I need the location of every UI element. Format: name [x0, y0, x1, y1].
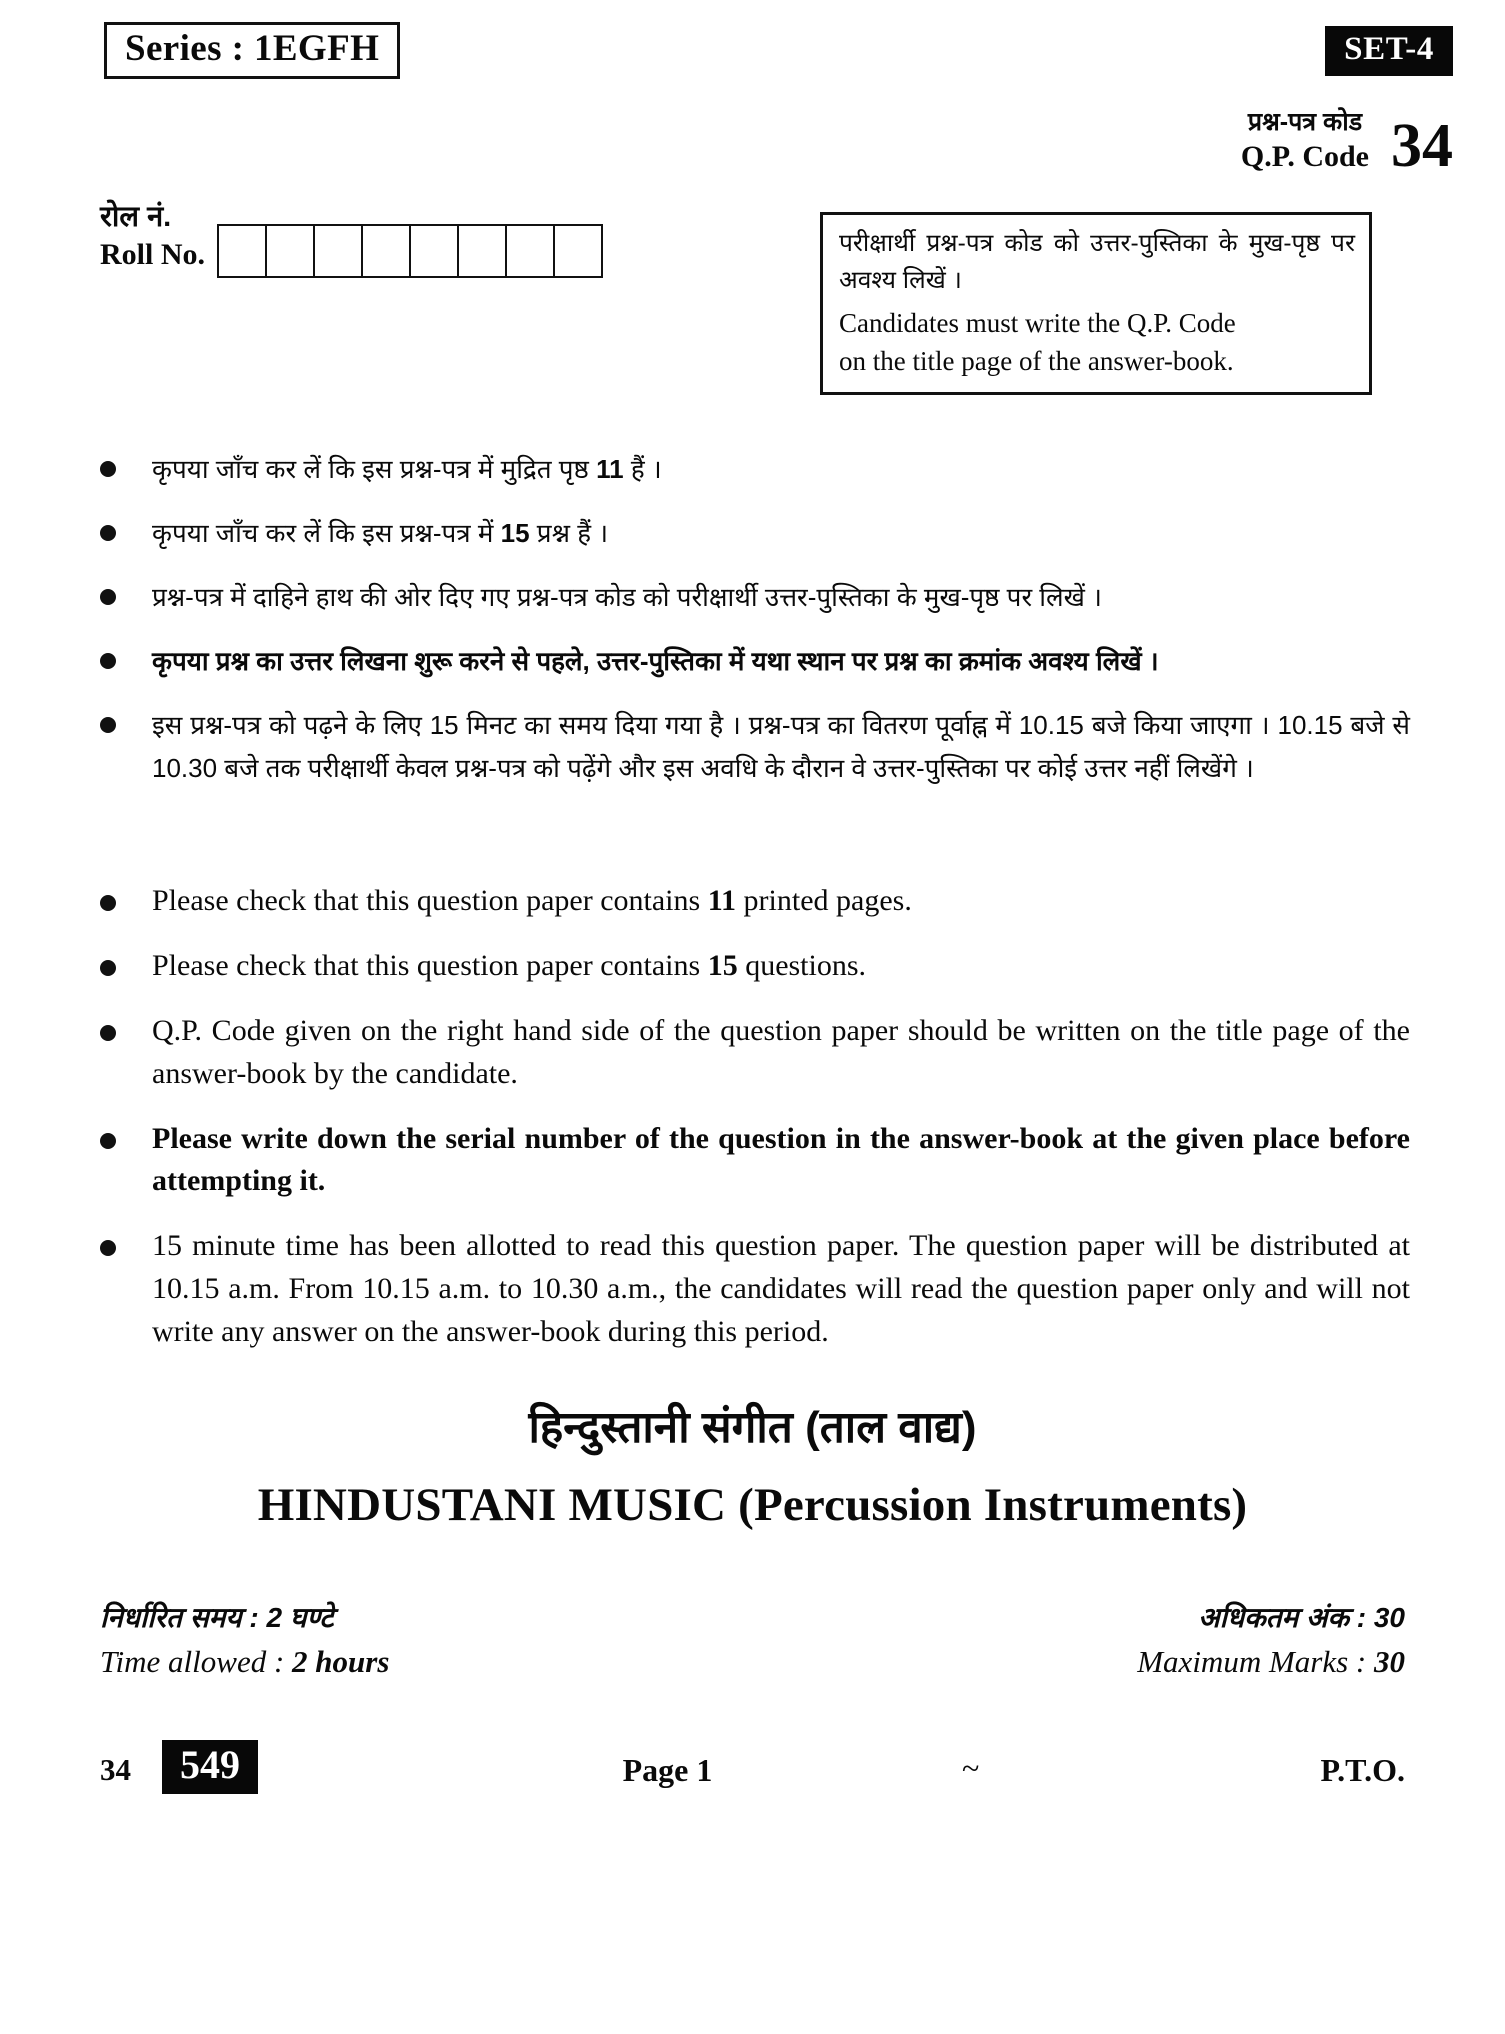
note-text-english-line1: Candidates must write the Q.P. Code	[839, 308, 1236, 339]
instruction-text: 15 minute time has been allotted to read this question paper. The question paper will be distributed at 10.15 a.m. From 10.15 a.m. to 10.30 a.m., the candidates will read the question paper only and will not write any answer on the answer-book during this period.	[152, 1229, 1410, 1349]
instruction-bullet	[100, 704, 1410, 788]
instruction-text: कृपया जाँच कर लें कि इस प्रश्न-पत्र में मुद्रित पृष्ठ 11 हैं ।	[152, 454, 662, 484]
subject-title-english: HINDUSTANI MUSIC (Percussion Instruments)	[257, 1479, 1248, 1531]
roll-no-cell[interactable]	[315, 226, 363, 276]
roll-no-input-boxes[interactable]	[217, 224, 603, 278]
instruction-bullet	[100, 1118, 1410, 1204]
roll-no-label-english: Roll No.	[100, 237, 205, 271]
instruction-bullet	[100, 576, 1410, 618]
bullet-dot-icon	[100, 1240, 116, 1256]
instruction-text: कृपया प्रश्न का उत्तर लिखना शुरू करने से पहले, उत्तर-पुस्तिका में यथा स्थान पर प्रश्न का क्रमांक अवश्य लिखें ।	[152, 646, 1159, 677]
note-text-english	[839, 305, 1355, 380]
subject-title-hindi: हिन्दुस्तानी संगीत (ताल वाद्य)	[528, 1403, 977, 1452]
instruction-bullet	[100, 1225, 1410, 1354]
bullet-dot-icon	[100, 1133, 116, 1149]
roll-no-cell[interactable]	[411, 226, 459, 276]
bullet-dot-icon	[100, 717, 116, 733]
footer-separator: ~	[962, 1750, 980, 1786]
instruction-text: Please check that this question paper contains 11 printed pages.	[152, 884, 912, 917]
maximum-marks-hindi: अधिकतम अंक : 30	[1198, 1602, 1405, 1633]
roll-no-cell[interactable]	[267, 226, 315, 276]
note-text-hindi: परीक्षार्थी प्रश्न-पत्र कोड को उत्तर-पुस्तिका के मुख-पृष्ठ पर अवश्य लिखें ।	[839, 230, 1355, 295]
time-allowed-block	[100, 1598, 389, 1684]
bullet-dot-icon	[100, 589, 116, 605]
instruction-bullet	[100, 640, 1410, 682]
header-top-row	[0, 22, 1505, 102]
roll-no-label-hindi: रोल नं.	[100, 201, 172, 233]
bullet-dot-icon	[100, 461, 116, 477]
roll-no-cell[interactable]	[363, 226, 411, 276]
roll-no-section	[100, 198, 603, 278]
instruction-bullet	[100, 880, 1410, 923]
qp-code-label-english: Q.P. Code	[1240, 139, 1369, 173]
instruction-bullet	[100, 1010, 1410, 1096]
instruction-text: इस प्रश्न-पत्र को पढ़ने के लिए 15 मिनट का समय दिया गया है । प्रश्न-पत्र का वितरण पूर्वाह्न में 10.15 बजे किया जाएगा । 10.15 बजे से 10.30 बजे तक परीक्षार्थी केवल प्रश्न-पत्र को पढ़ेंगे और इस अवधि के दौरान वे उत्तर-पुस्तिका पर कोई उत्तर नहीं लिखेंगे ।	[152, 710, 1410, 783]
instruction-bullet	[100, 448, 1410, 490]
instruction-text: Please check that this question paper contains 15 questions.	[152, 948, 867, 982]
page-footer	[100, 1740, 1405, 1800]
bullet-dot-icon	[100, 1025, 116, 1041]
bullet-dot-icon	[100, 653, 116, 669]
footer-paper-number: 549	[162, 1740, 258, 1794]
note-text-english-line2: on the title page of the answer-book.	[839, 345, 1234, 376]
qp-code-label-hindi: प्रश्न-पत्र कोड	[1247, 108, 1363, 136]
instructions-english-list	[100, 880, 1410, 1376]
bullet-dot-icon	[100, 895, 116, 911]
roll-no-cell[interactable]	[219, 226, 267, 276]
instruction-bullet	[100, 945, 1410, 988]
instruction-text: प्रश्न-पत्र में दाहिने हाथ की ओर दिए गए प्रश्न-पत्र कोड को परीक्षार्थी उत्तर-पुस्तिका के मुख-पृष्ठ पर लिखें ।	[152, 582, 1103, 613]
qp-code-labels	[1241, 108, 1369, 178]
instructions-hindi-list	[100, 448, 1410, 811]
footer-qp-code: 34	[100, 1752, 131, 1787]
bullet-dot-icon	[100, 525, 116, 541]
instruction-text: Please write down the serial number of the question in the answer-book at the given place before attempting it.	[152, 1121, 1410, 1198]
qp-code-note-box	[820, 212, 1372, 395]
instruction-text: Q.P. Code given on the right hand side of the question paper should be written on the title page of the answer-book by the candidate.	[152, 1013, 1410, 1090]
qp-code-block	[1241, 108, 1453, 178]
maximum-marks-english: Maximum Marks : 30	[1137, 1643, 1405, 1679]
qp-code-number: 34	[1391, 112, 1453, 180]
maximum-marks-block	[1137, 1598, 1405, 1684]
footer-page-label: Page 1	[622, 1752, 713, 1788]
roll-no-labels	[100, 198, 205, 273]
series-box: Series : 1EGFH	[104, 22, 400, 79]
exam-meta-row	[100, 1598, 1405, 1684]
time-allowed-english: Time allowed : 2 hours	[100, 1643, 390, 1679]
footer-pto-label: P.T.O.	[1320, 1752, 1405, 1788]
instruction-bullet	[100, 512, 1410, 554]
roll-no-cell[interactable]	[459, 226, 507, 276]
roll-no-cell[interactable]	[507, 226, 555, 276]
time-allowed-hindi: निर्धारित समय : 2 घण्टे	[100, 1602, 334, 1633]
set-badge: SET-4	[1325, 26, 1453, 76]
roll-no-cell[interactable]	[555, 226, 603, 276]
bullet-dot-icon	[100, 960, 116, 976]
instruction-text: कृपया जाँच कर लें कि इस प्रश्न-पत्र में 15 प्रश्न हैं ।	[152, 518, 609, 549]
